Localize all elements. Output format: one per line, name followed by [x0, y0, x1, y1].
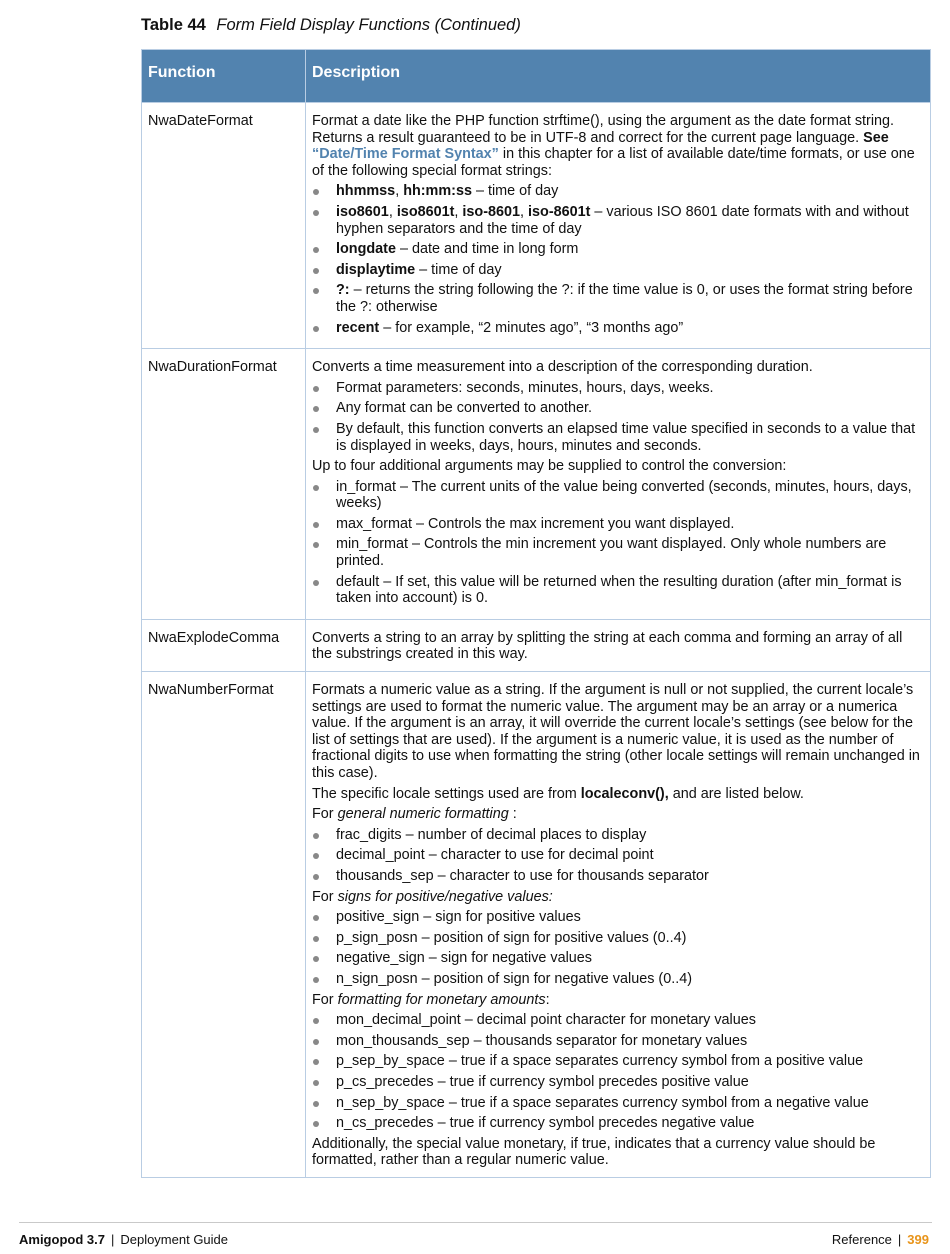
table-row	[142, 619, 931, 671]
list-item: default – If set, this value will be returned when the resulting duration (after min_format is taken into account) is 0.	[312, 574, 922, 607]
page-number: 399	[907, 1232, 929, 1247]
list-item: n_sign_posn – position of sign for negative values (0..4)	[312, 971, 922, 988]
list-item: negative_sign – sign for negative values	[312, 950, 922, 967]
list-item: p_sep_by_space – true if a space separates currency symbol from a positive value	[312, 1053, 922, 1070]
monetary-list	[312, 1012, 922, 1132]
format-strings-list	[312, 183, 922, 336]
function-name: NwaDurationFormat	[142, 349, 306, 620]
table-header-row	[142, 50, 931, 103]
list-item: p_sign_posn – position of sign for positive values (0..4)	[312, 930, 922, 947]
footer-right	[832, 1232, 929, 1247]
list-item: mon_decimal_point – decimal point character for monetary values	[312, 1012, 922, 1029]
description-intro: Formats a numeric value as a string. If the argument is null or not supplied, the current locale’s settings are used to format the numeric value. The argument may be an array or a numerica value. If the argument is an array, it will override the current locale’s settings (see below for the list of settings that are used). If the argument is a numeric value, it is used as the number of fractional digits to use when formatting the string (other locale settings will remain unchanged in this case).	[312, 682, 920, 781]
footer-left	[19, 1232, 228, 1247]
list-item: in_format – The current units of the value being converted (seconds, minutes, hours, days, weeks)	[312, 479, 922, 512]
function-description	[306, 672, 931, 1178]
footer-separator: |	[110, 1232, 115, 1247]
list-item: By default, this function converts an elapsed time value specified in seconds to a value that is displayed in weeks, days, hours, minutes and seconds.	[312, 421, 922, 454]
group-heading: For signs for positive/negative values:	[312, 888, 553, 905]
list-item: ?: – returns the string following the ?: if the time value is 0, or uses the format string before the ?: otherwise	[312, 282, 922, 315]
list-item: max_format – Controls the max increment you want displayed.	[312, 516, 922, 533]
group-heading: For general numeric formatting :	[312, 806, 517, 823]
list-item: recent – for example, “2 minutes ago”, “3 months ago”	[312, 320, 922, 337]
list-item: mon_thousands_sep – thousands separator for monetary values	[312, 1033, 922, 1050]
function-name: NwaDateFormat	[142, 103, 306, 349]
list-item: n_sep_by_space – true if a space separates currency symbol from a negative value	[312, 1095, 922, 1112]
functions-table	[141, 49, 931, 1178]
table-caption	[141, 16, 521, 35]
list-item: p_cs_precedes – true if currency symbol precedes positive value	[312, 1074, 922, 1091]
function-description	[306, 103, 931, 349]
table-title: Form Field Display Functions (Continued)	[216, 16, 521, 34]
header-description: Description	[306, 50, 931, 103]
list-item: hhmmss, hh:mm:ss – time of day	[312, 183, 922, 200]
list-item: positive_sign – sign for positive values	[312, 909, 922, 926]
general-numeric-list	[312, 827, 922, 885]
guide-name: Deployment Guide	[120, 1232, 229, 1247]
sign-values-list	[312, 909, 922, 987]
description-intro: Converts a time measurement into a description of the corresponding duration.	[312, 359, 813, 376]
function-name: NwaExplodeComma	[142, 619, 306, 671]
footer-separator: |	[897, 1232, 902, 1247]
list-item: displaytime – time of day	[312, 262, 922, 279]
table-row	[142, 103, 931, 349]
list-item: n_cs_precedes – true if currency symbol precedes negative value	[312, 1115, 922, 1132]
description-intro: Converts a string to an array by splitting the string at each comma and forming an array of all the substrings created in this way.	[312, 629, 903, 663]
description-intro: Format a date like the PHP function strftime(), using the argument as the date format string. Returns a result guaranteed to be in UTF-8 and correct for the current page language. See “Date/Time Format Syntax” in this chapter for a list of available date/time formats, or use one of the following special format strings:	[312, 113, 915, 179]
duration-notes-list	[312, 380, 922, 454]
description-paragraph: Up to four additional arguments may be supplied to control the conversion:	[312, 458, 787, 475]
header-function: Function	[142, 50, 306, 103]
list-item: Format parameters: seconds, minutes, hours, days, weeks.	[312, 380, 922, 397]
function-description	[306, 619, 931, 671]
list-item: iso8601, iso8601t, iso-8601, iso-8601t – various ISO 8601 date formats with and without hyphen separators and the time of day	[312, 204, 922, 237]
locale-settings-paragraph: The specific locale settings used are from localeconv(), and are listed below.	[312, 785, 804, 802]
see-label: See	[863, 129, 889, 146]
group-heading: For formatting for monetary amounts:	[312, 991, 550, 1008]
closing-paragraph: Additionally, the special value monetary, if true, indicates that a currency value should be formatted, rather than a regular numeric value.	[312, 1135, 876, 1169]
table-number: Table 44	[141, 16, 206, 34]
function-name: NwaNumberFormat	[142, 672, 306, 1178]
footer-divider	[19, 1222, 932, 1223]
product-name: Amigopod 3.7	[19, 1232, 105, 1247]
list-item: frac_digits – number of decimal places to display	[312, 827, 922, 844]
list-item: thousands_sep – character to use for thousands separator	[312, 868, 922, 885]
list-item: longdate – date and time in long form	[312, 241, 922, 258]
table-row	[142, 672, 931, 1178]
list-item: min_format – Controls the min increment you want displayed. Only whole numbers are printed.	[312, 536, 922, 569]
duration-arguments-list	[312, 479, 922, 607]
function-description	[306, 349, 931, 620]
table-row	[142, 349, 931, 620]
list-item: decimal_point – character to use for decimal point	[312, 847, 922, 864]
date-time-format-syntax-link[interactable]: “Date/Time Format Syntax”	[312, 146, 499, 163]
section-name: Reference	[831, 1232, 892, 1247]
list-item: Any format can be converted to another.	[312, 400, 922, 417]
